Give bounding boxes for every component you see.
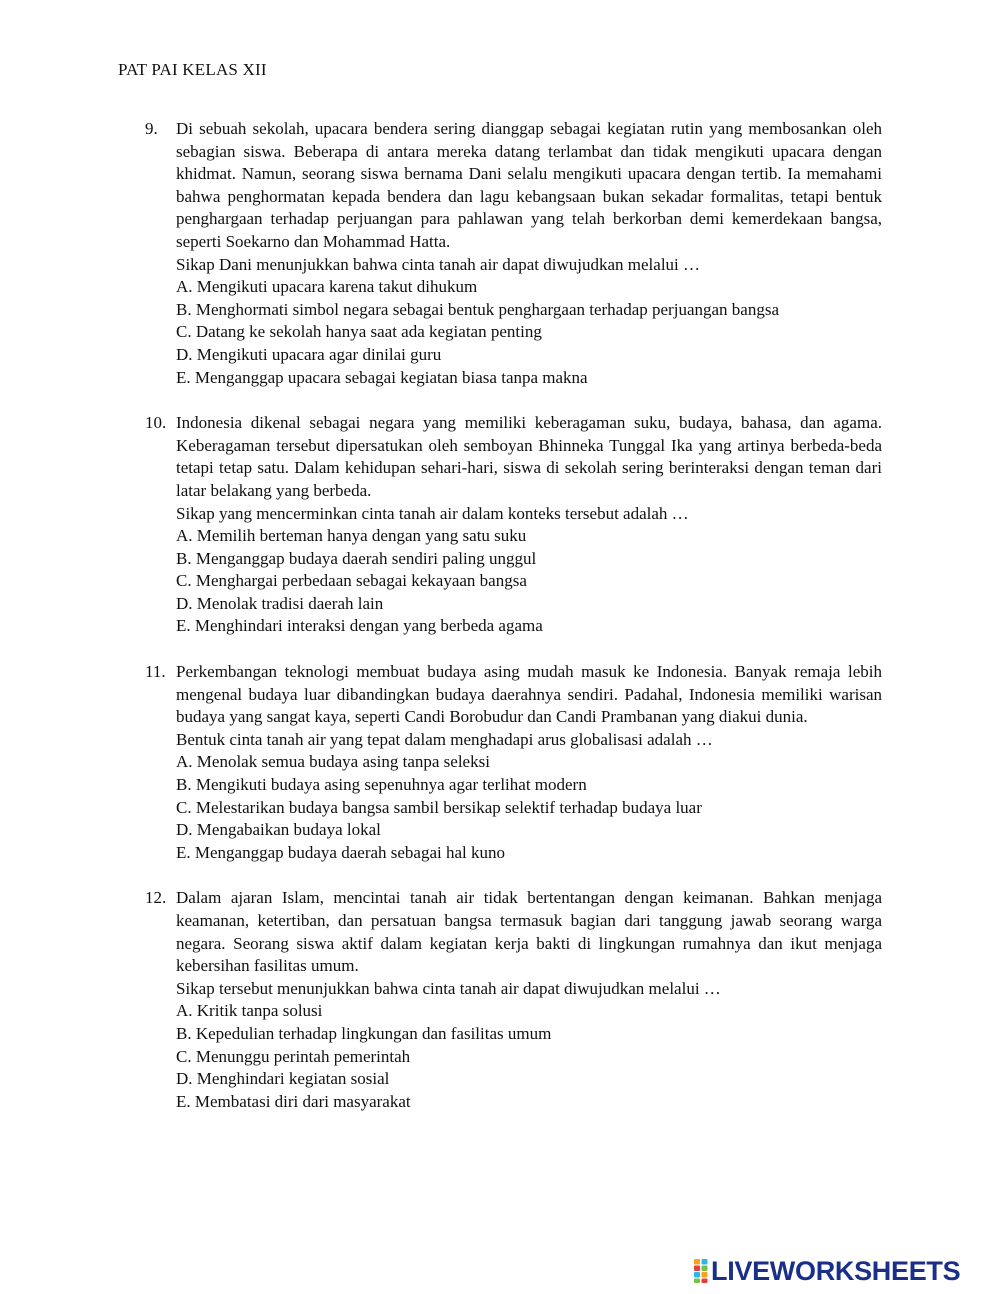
question-prompt: Sikap Dani menunjukkan bahwa cinta tanah air dapat diwujudkan melalui … xyxy=(176,254,701,274)
answer-option[interactable]: C. Datang ke sekolah hanya saat ada kegiatan penting xyxy=(176,322,542,342)
page-header-title: PAT PAI KELAS XII xyxy=(118,60,267,79)
question-text: Indonesia dikenal sebagai negara yang memiliki keberagaman suku, budaya, bahasa, dan agama. Keberagaman tersebut dipersatukan oleh semboyan Bhinneka Tunggal Ika yang artinya berbeda-beda tetapi tetap satu. Dalam kehidupan sehari-hari, siswa di sekolah sering berinteraksi dengan teman dari latar belakang yang berbeda. xyxy=(176,413,882,500)
question-number: 11. xyxy=(145,662,166,682)
question-item xyxy=(145,412,882,638)
question-number: 12. xyxy=(145,888,167,908)
liveworksheets-logo-text: LIVEWORKSHEETS xyxy=(711,1255,961,1286)
question-prompt: Bentuk cinta tanah air yang tepat dalam menghadapi arus globalisasi adalah … xyxy=(176,729,713,749)
liveworksheets-logo[interactable] xyxy=(693,1257,960,1285)
answer-option[interactable]: D. Mengabaikan budaya lokal xyxy=(176,820,381,840)
question-number: 9. xyxy=(145,119,158,138)
answer-option[interactable]: E. Menghindari interaksi dengan yang berbeda agama xyxy=(176,616,543,636)
question-item xyxy=(145,887,882,1113)
answer-option[interactable]: D. Menghindari kegiatan sosial xyxy=(176,1069,390,1089)
answer-option[interactable]: B. Kepedulian terhadap lingkungan dan fasilitas umum xyxy=(176,1023,552,1043)
answer-option[interactable]: A. Mengikuti upacara karena takut dihukum xyxy=(176,277,478,297)
answer-option[interactable]: D. Mengikuti upacara agar dinilai guru xyxy=(176,344,442,364)
answer-option[interactable]: E. Membatasi diri dari masyarakat xyxy=(176,1091,411,1111)
answer-option[interactable]: E. Menganggap budaya daerah sebagai hal kuno xyxy=(176,842,506,862)
answer-option[interactable]: C. Menghargai perbedaan sebagai kekayaan bangsa xyxy=(176,571,527,591)
question-prompt: Sikap tersebut menunjukkan bahwa cinta tanah air dapat diwujudkan melalui … xyxy=(176,978,721,998)
liveworksheets-logo-icon xyxy=(693,1258,709,1284)
answer-option[interactable]: E. Menganggap upacara sebagai kegiatan biasa tanpa makna xyxy=(176,367,588,387)
question-text: Perkembangan teknologi membuat budaya asing mudah masuk ke Indonesia. Banyak remaja lebih mengenal budaya luar dibandingkan budaya daerahnya sendiri. Padahal, Indonesia memiliki warisan budaya yang sangat kaya, seperti Candi Borobudur dan Candi Prambanan yang diakui dunia. xyxy=(176,662,882,727)
answer-option[interactable]: B. Menghormati simbol negara sebagai bentuk penghargaan terhadap perjuangan bangsa xyxy=(176,299,779,319)
question-list xyxy=(145,118,882,1136)
answer-option[interactable]: D. Menolak tradisi daerah lain xyxy=(176,593,384,613)
answer-option[interactable]: A. Kritik tanpa solusi xyxy=(176,1001,323,1021)
question-item xyxy=(145,118,882,389)
answer-option[interactable]: B. Menganggap budaya daerah sendiri paling unggul xyxy=(176,548,537,568)
question-prompt: Sikap yang mencerminkan cinta tanah air dalam konteks tersebut adalah … xyxy=(176,503,689,523)
question-number: 10. xyxy=(145,413,167,433)
answer-option[interactable]: C. Menunggu perintah pemerintah xyxy=(176,1046,411,1066)
answer-option[interactable]: A. Menolak semua budaya asing tanpa seleksi xyxy=(176,752,490,772)
answer-option[interactable]: C. Melestarikan budaya bangsa sambil bersikap selektif terhadap budaya luar xyxy=(176,797,702,817)
answer-option[interactable]: A. Memilih berteman hanya dengan yang satu suku xyxy=(176,526,527,546)
question-text: Di sebuah sekolah, upacara bendera sering dianggap sebagai kegiatan rutin yang membosankan oleh sebagian siswa. Beberapa di antara mereka datang terlambat dan tidak mengikuti upacara dengan khidmat. Namun, seorang siswa bernama Dani selalu mengikuti upacara dengan tertib. Ia memahami bahwa penghormatan kepada bendera dan lagu kebangsaan bukan sekadar formalitas, tetapi bentuk penghargaan terhadap perjuangan para pahlawan yang telah berkorban demi kemerdekaan bangsa, seperti Soekarno dan Mohammad Hatta. xyxy=(176,119,882,251)
question-text: Dalam ajaran Islam, mencintai tanah air tidak bertentangan dengan keimanan. Bahkan menjaga keamanan, ketertiban, dan persatuan bangsa termasuk bagian dari tanggung jawab seorang warga negara. Seorang siswa aktif dalam kegiatan kerja bakti di lingkungan rumahnya dan ikut menjaga kebersihan fasilitas umum. xyxy=(176,888,882,976)
answer-option[interactable]: B. Mengikuti budaya asing sepenuhnya agar terlihat modern xyxy=(176,775,587,795)
question-item xyxy=(145,661,882,864)
